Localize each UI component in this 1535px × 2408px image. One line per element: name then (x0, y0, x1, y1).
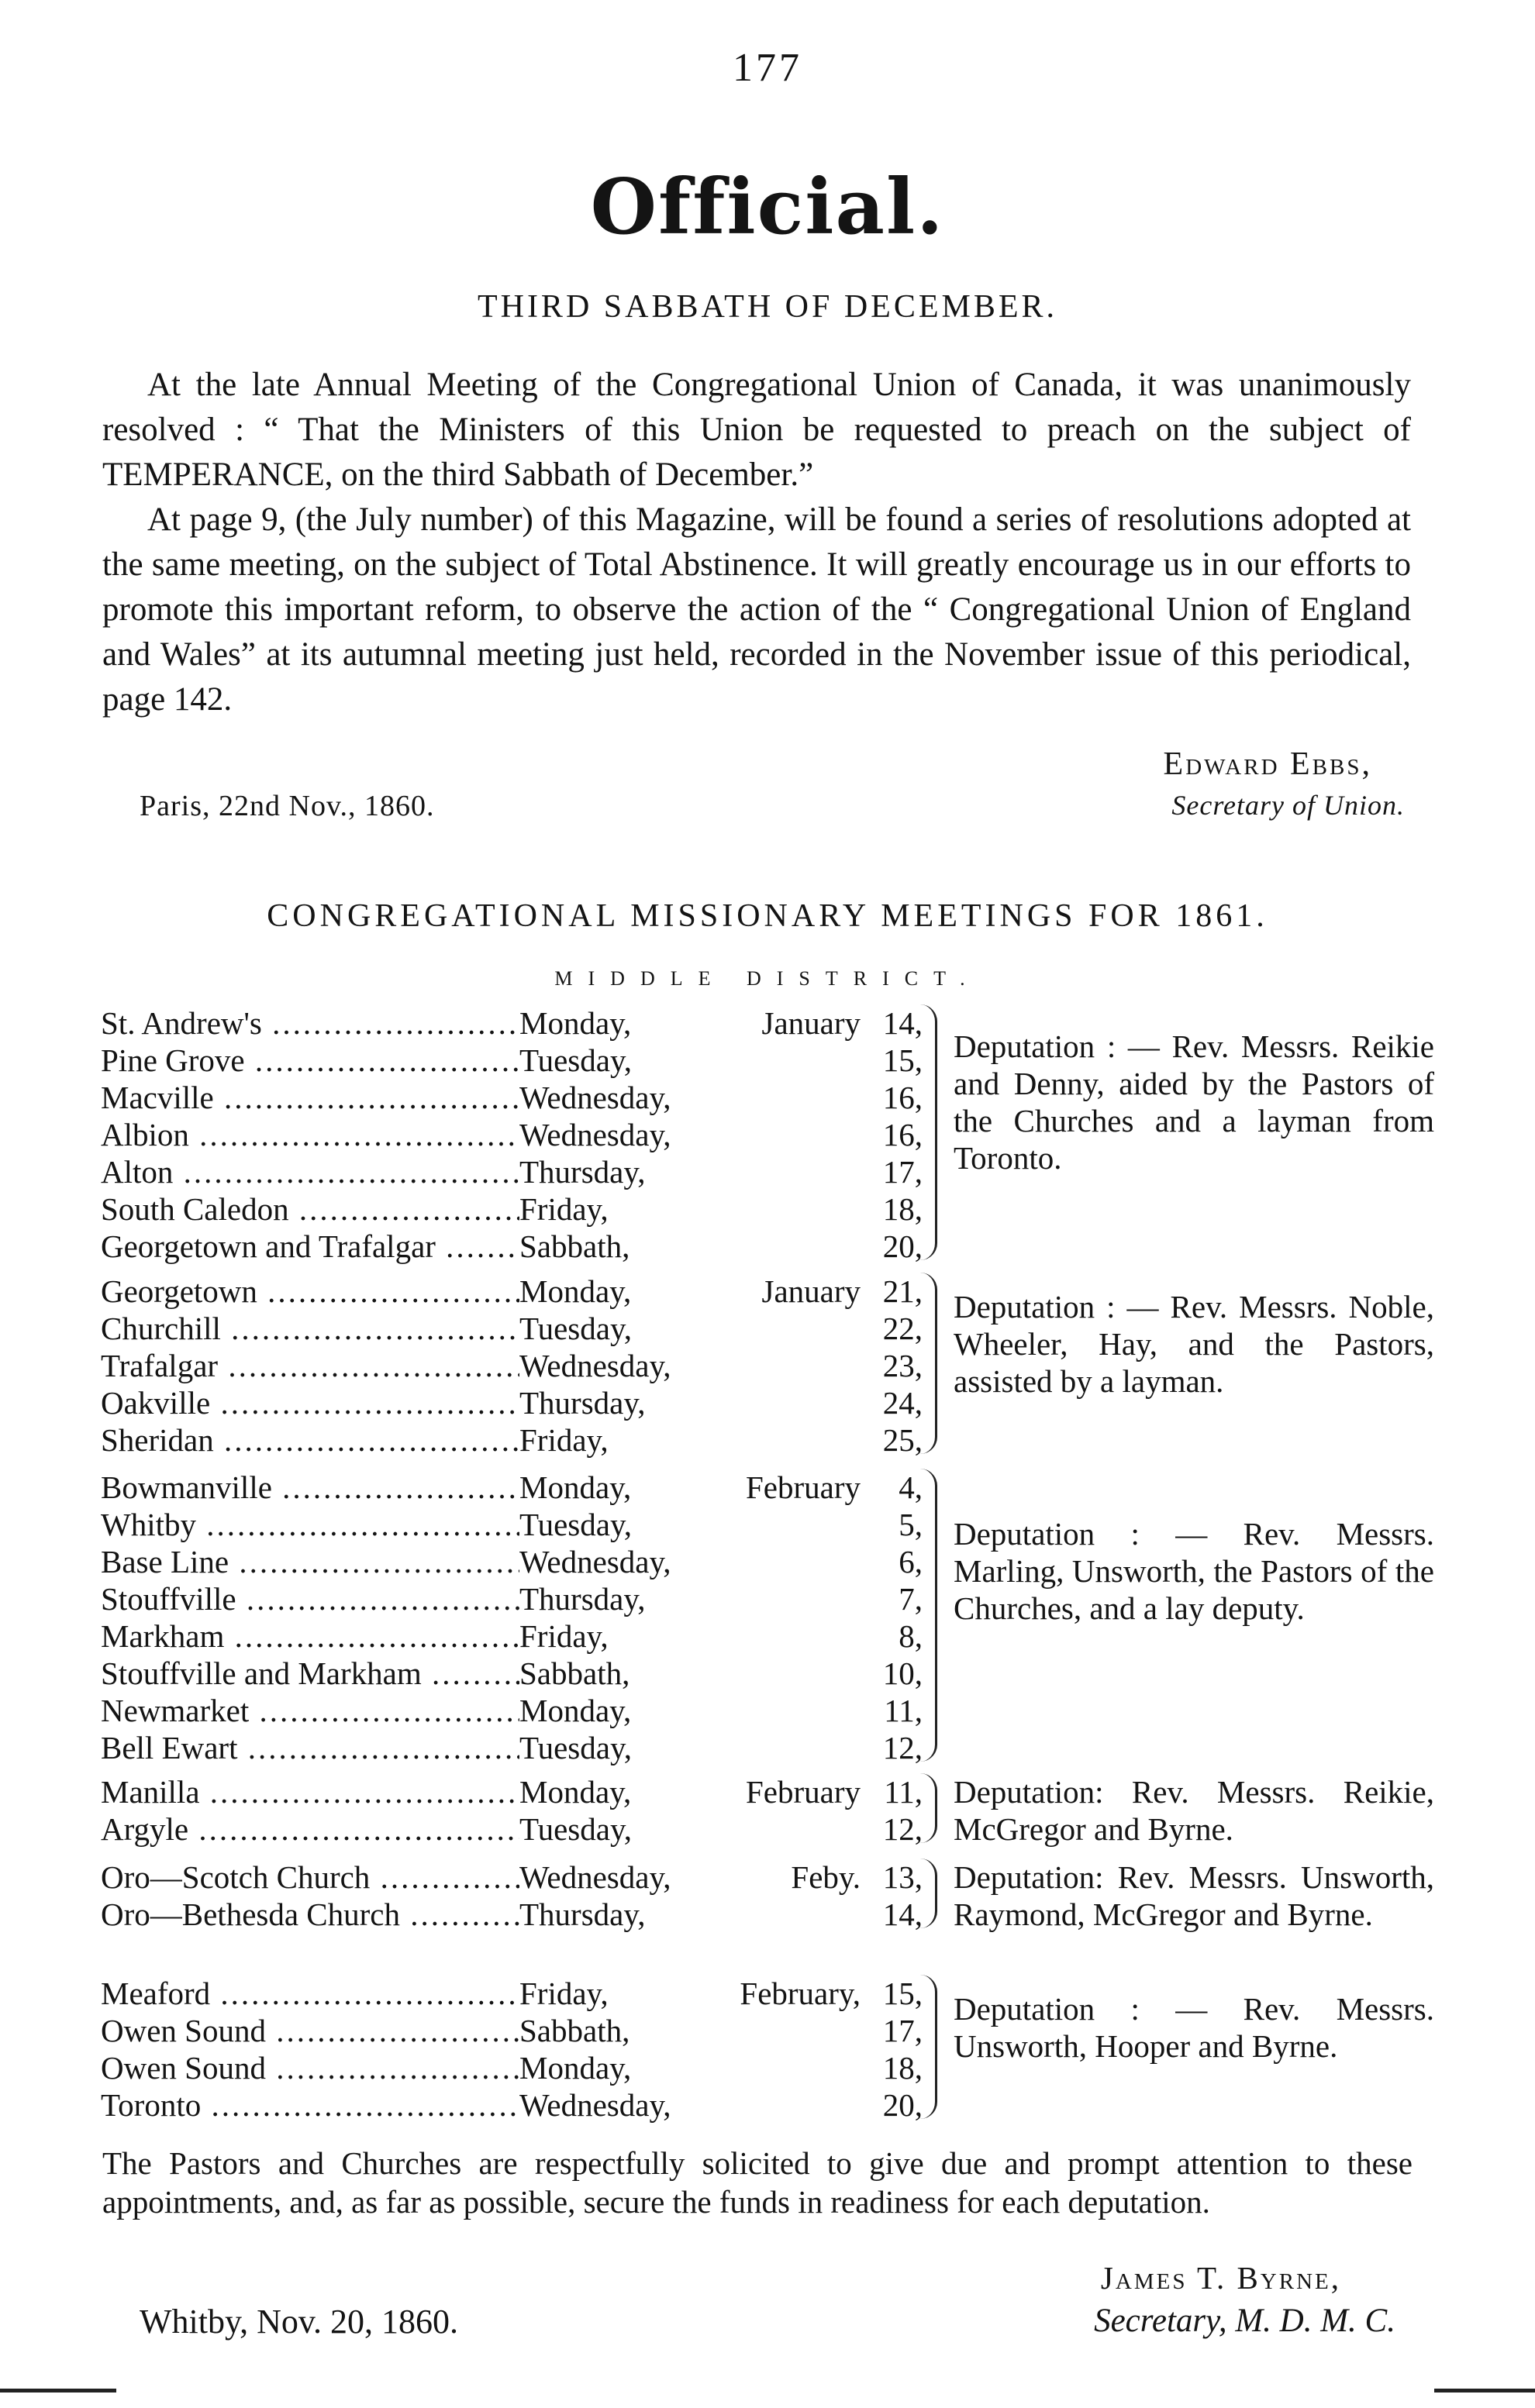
meeting-date: 24, (882, 1385, 923, 1421)
deputation-note: Deputation: Rev. Messrs. Unsworth, Raymond, McGregor and Byrne. (954, 1859, 1434, 1932)
meeting-row (101, 1975, 923, 2012)
meeting-row (101, 1273, 923, 1310)
deputation-note: Deputation : — Rev. Messrs. Noble, Wheeler, Hay, and the Pastors, assisted by a layman. (954, 1289, 1434, 1399)
meeting-row (101, 2086, 923, 2124)
meeting-place: Toronto ..... (101, 2086, 519, 2124)
meeting-row (101, 1617, 923, 1655)
meeting-row (101, 1692, 923, 1729)
meeting-month: Feby. (786, 1859, 861, 1896)
meeting-row (101, 1384, 923, 1421)
meeting-date: 16, (882, 1080, 923, 1115)
meeting-day: Wednesday, (519, 1543, 678, 1580)
meeting-row (101, 1729, 923, 1766)
meeting-month: January (757, 1004, 861, 1042)
meeting-place: Stouffville ..... (101, 1580, 519, 1617)
meeting-date: 7, (899, 1581, 923, 1617)
meeting-day: Monday, (519, 1773, 637, 1810)
meeting-date: 11, (884, 1774, 923, 1810)
meeting-day: Wednesday, (519, 1116, 678, 1153)
grouping-brace (916, 1773, 937, 1843)
meeting-day: Sabbath, (519, 1228, 636, 1265)
meeting-day: Wednesday, (519, 2086, 678, 2124)
meeting-place: Albion ..... (101, 1116, 519, 1153)
meeting-row (101, 1004, 923, 1042)
meeting-date: 22, (882, 1311, 923, 1346)
meeting-month: February (741, 1469, 861, 1506)
meeting-day: Tuesday, (519, 1042, 638, 1079)
bottom-rule-left (0, 2389, 116, 2392)
district-heading: MIDDLE DISTRICT. (554, 967, 981, 990)
meeting-row (101, 2049, 923, 2086)
meeting-date: 18, (882, 2050, 923, 2086)
meeting-day: Thursday, (519, 1896, 651, 1933)
meeting-date: 4, (899, 1469, 923, 1505)
meeting-row (101, 1190, 923, 1228)
meeting-day: Sabbath, (519, 1655, 636, 1692)
meeting-date: 18, (882, 1191, 923, 1227)
meeting-day: Tuesday, (519, 1729, 638, 1766)
meeting-day: Sabbath, (519, 2012, 636, 2049)
meeting-row (101, 1773, 923, 1810)
meeting-place: Meaford ..... (101, 1975, 519, 2012)
grouping-brace (916, 1975, 937, 2119)
grouping-brace (916, 1004, 937, 1260)
meeting-date: 15, (882, 1976, 923, 2011)
meeting-row (101, 1506, 923, 1543)
meeting-place: Pine Grove ..... (101, 1042, 519, 1079)
meeting-day: Friday, (519, 1617, 615, 1655)
meeting-row (101, 1228, 923, 1265)
meetings-heading: CONGREGATIONAL MISSIONARY MEETINGS FOR 1861. (267, 898, 1268, 934)
meeting-row (101, 1310, 923, 1347)
meeting-day: Friday, (519, 1190, 615, 1228)
meeting-date: 25, (882, 1422, 923, 1458)
meeting-date: 14, (882, 1005, 923, 1041)
meeting-day: Friday, (519, 1975, 615, 2012)
meeting-day: Monday, (519, 2049, 637, 2086)
meeting-date: 10, (882, 1655, 923, 1691)
meeting-place: Georgetown and Trafalgar ..... (101, 1228, 519, 1265)
meeting-place: Bell Ewart ..... (101, 1729, 519, 1766)
meeting-place: Manilla ..... (101, 1773, 519, 1810)
page-number: 177 (733, 46, 802, 90)
meeting-date: 15, (882, 1042, 923, 1078)
meeting-day: Tuesday, (519, 1810, 638, 1848)
meeting-place: Georgetown ..... (101, 1273, 519, 1310)
meeting-place: Markham ..... (101, 1617, 519, 1655)
meeting-place: St. Andrew's ..... (101, 1004, 519, 1042)
closing-signature-role: Secretary, M. D. M. C. (1094, 2303, 1395, 2339)
meeting-day: Thursday, (519, 1153, 651, 1190)
meeting-row (101, 1810, 923, 1848)
meeting-day: Tuesday, (519, 1310, 638, 1347)
closing-place-date: Whitby, Nov. 20, 1860. (140, 2303, 459, 2341)
meeting-day: Thursday, (519, 1580, 651, 1617)
meeting-date: 23, (882, 1348, 923, 1383)
bottom-rule-right (1434, 2389, 1535, 2392)
meeting-day: Wednesday, (519, 1859, 678, 1896)
meeting-row (101, 2012, 923, 2049)
meeting-day: Monday, (519, 1004, 637, 1042)
meeting-date: 20, (882, 2087, 923, 2123)
meeting-day: Wednesday, (519, 1347, 678, 1384)
meeting-place: South Caledon ..... (101, 1190, 519, 1228)
deputation-note: Deputation : — Rev. Messrs. Reikie and Denny, aided by the Pastors of the Churches and a layman from Toronto. (954, 1028, 1434, 1176)
meeting-place: Owen Sound ..... (101, 2012, 519, 2049)
meeting-date: 12, (882, 1730, 923, 1766)
meeting-place: Oro—Bethesda Church ..... (101, 1896, 519, 1933)
grouping-brace (916, 1469, 937, 1762)
paragraph-resolution: At the late Annual Meeting of the Congregational Union of Canada, it was unanimously resolved : “ That the Ministers of this Union be requested to preach on the subject of TEMPERANCE, on the third Sabbath of December.” (102, 367, 1411, 493)
meeting-row (101, 1347, 923, 1384)
grouping-brace (916, 1273, 937, 1454)
deputation-note: Deputation : — Rev. Messrs. Unsworth, Hooper and Byrne. (954, 1991, 1434, 2064)
meeting-place: Alton ..... (101, 1153, 519, 1190)
meeting-row (101, 1042, 923, 1079)
meeting-row (101, 1116, 923, 1153)
meeting-place: Oakville ..... (101, 1384, 519, 1421)
meeting-place: Trafalgar ..... (101, 1347, 519, 1384)
meeting-place: Sheridan ..... (101, 1421, 519, 1459)
closing-signature-name: James T. Byrne, (1100, 2260, 1341, 2296)
signature-name: Edward Ebbs, (1163, 746, 1372, 782)
closing-paragraph: The Pastors and Churches are respectfully solicited to give due and prompt attention to these appointments, and, as far as possible, secure the funds in readiness for each deputation. (102, 2145, 1413, 2220)
meeting-date: 17, (882, 1154, 923, 1190)
meeting-date: 12, (882, 1811, 923, 1847)
meeting-place: Oro—Scotch Church ..... (101, 1859, 519, 1896)
meeting-date: 17, (882, 2013, 923, 2048)
meeting-date: 16, (882, 1117, 923, 1152)
meeting-place: Bowmanville ..... (101, 1469, 519, 1506)
meeting-row (101, 1079, 923, 1116)
meeting-place: Argyle ..... (101, 1810, 519, 1848)
deputation-note: Deputation : — Rev. Messrs. Marling, Unsworth, the Pastors of the Churches, and a lay deputy. (954, 1516, 1434, 1626)
meeting-row (101, 1655, 923, 1692)
meeting-row (101, 1469, 923, 1506)
meeting-date: 11, (884, 1693, 923, 1728)
meeting-row (101, 1859, 923, 1896)
meeting-row (101, 1421, 923, 1459)
signature-place-date: Paris, 22nd Nov., 1860. (140, 790, 435, 822)
meeting-day: Monday, (519, 1469, 637, 1506)
meeting-date: 14, (882, 1896, 923, 1932)
meeting-day: Monday, (519, 1692, 637, 1729)
meeting-place: Macville ..... (101, 1079, 519, 1116)
meeting-place: Owen Sound ..... (101, 2049, 519, 2086)
meeting-row (101, 1543, 923, 1580)
meeting-month: January (757, 1273, 861, 1310)
meeting-row (101, 1896, 923, 1933)
page-title: Official. (590, 163, 945, 252)
meeting-place: Stouffville and Markham ..... (101, 1655, 519, 1692)
meeting-date: 21, (882, 1273, 923, 1309)
meeting-date: 20, (882, 1228, 923, 1264)
meeting-day: Thursday, (519, 1384, 651, 1421)
meeting-day: Tuesday, (519, 1506, 638, 1543)
meeting-month: February, (735, 1975, 861, 2012)
meeting-date: 8, (899, 1618, 923, 1654)
meeting-month: February (741, 1773, 861, 1810)
section-subtitle: THIRD SABBATH OF DECEMBER. (477, 289, 1058, 325)
meeting-date: 6, (899, 1544, 923, 1579)
grouping-brace (916, 1859, 937, 1928)
meeting-place: Base Line ..... (101, 1543, 519, 1580)
meeting-day: Wednesday, (519, 1079, 678, 1116)
meeting-place: Newmarket ..... (101, 1692, 519, 1729)
meeting-date: 13, (882, 1859, 923, 1895)
meeting-date: 5, (899, 1507, 923, 1542)
meeting-place: Whitby ..... (101, 1506, 519, 1543)
meeting-place: Churchill ..... (101, 1310, 519, 1347)
signature-role: Secretary of Union. (1171, 790, 1405, 821)
paragraph-abstinence: At page 9, (the July number) of this Magazine, will be found a series of resolutions adopted at the same meeting, on the subject of Total Abstinence. It will greatly encourage us in our efforts to promote this important reform, to observe the action of the “ Congregational Union of England and Wales” at its autumnal meeting just held, recorded in the November issue of this periodical, page 142. (102, 501, 1411, 718)
meeting-row (101, 1580, 923, 1617)
meeting-day: Friday, (519, 1421, 615, 1459)
deputation-note: Deputation: Rev. Messrs. Reikie, McGregor and Byrne. (954, 1774, 1434, 1847)
meeting-row (101, 1153, 923, 1190)
meeting-day: Monday, (519, 1273, 637, 1310)
